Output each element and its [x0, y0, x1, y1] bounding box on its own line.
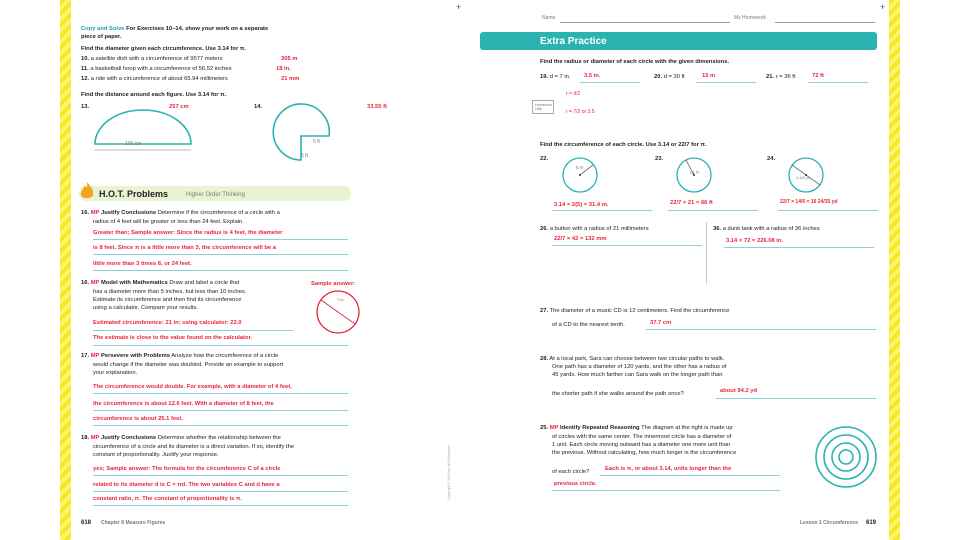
answer-26: 22/7 × 42 = 132 mm [554, 236, 607, 242]
answer-36: 3.14 × 72 = 226.08 in. [726, 238, 784, 244]
footer-page-right: 619 [866, 520, 877, 526]
exercise-25-l4: the previous. Without calculating, how much longer is the circumference [552, 450, 737, 456]
circle-22-label: 5 m [576, 165, 584, 170]
exercise-17: 17. MP Persevere with Problems Analyze how the circumference of a circle [81, 353, 279, 359]
name-label: Name [542, 15, 556, 21]
spine-left: Copyright © McGraw-Hill Education [447, 444, 451, 500]
answer-16b-2: The estimate is close to the value found on the calculator. [93, 335, 253, 341]
answer-16-3: little more than 3 times 8, or 24 feet. [93, 261, 192, 267]
answer-25-2: previous circle. [554, 481, 597, 487]
mp-badge-icon: MP [90, 280, 100, 286]
answer-16b-1: Estimated circumference: 21 in; using calculator: 22.0 [93, 320, 242, 326]
exercise-25-l3: 1 unit. Each circle moving outward has a diameter one more unit than [552, 442, 731, 448]
exercise-25: 25. MP Identify Repeated Reasoning The diagram at the right is made up [540, 425, 733, 431]
exercise-27: 27. The diameter of a music CD is 12 centimeters. Find the circumference [540, 308, 730, 314]
concentric-circles-figure [813, 424, 879, 490]
exercise-16b: 16. MP Model with Mathematics Draw and label a circle that [81, 280, 240, 286]
footer-chapter: Chapter 8 Measure Figures [101, 520, 166, 526]
exercise-16b-l3: Estimate its circumference and then find its circumference [93, 297, 242, 303]
answer-18-3: constant ratio, π. The constant of proportionality is π. [93, 496, 242, 502]
answer-16-2: is 8 feet. Since π is a little more than 3, the circumference will be a [93, 245, 276, 251]
hot-title: H.O.T. Problems [99, 189, 169, 199]
exercise-21: 21. r = 36 ft [766, 74, 796, 80]
bookmark-plus-icon[interactable]: + [456, 2, 462, 12]
find-circ-heading: Find the circumference of each circle. Use 3.14 or 22/7 for π. [540, 142, 707, 148]
exercise-14-num: 14. [254, 104, 263, 110]
exercise-12: 12. a ride with a circumference of about 65.94 millimeters [81, 76, 228, 82]
quarter-label-2: 5 ft [301, 153, 308, 159]
circle-22-figure [558, 156, 602, 194]
answer-10: 305 m [281, 56, 298, 62]
exercise-17-l3: your explanation. [93, 370, 138, 376]
answer-18-2: related to its diameter d is C = πd. The two variables C and d have a [93, 482, 280, 488]
exercise-18-l2: circumference of a circle and its diameter is a direct variation. If so, identify the [93, 444, 295, 450]
exercise-25-l5: of each circle? [552, 469, 590, 475]
mp-badge-icon: MP [549, 425, 559, 431]
answer-19: 3.5 in. [584, 73, 601, 79]
exercise-16-l2: radius of 4 feet will be greater or less than 24 feet. Explain. [93, 219, 244, 225]
hot-subtitle: Higher Order Thinking [186, 192, 245, 198]
footer-lesson: Lesson 1 Circumference [800, 520, 859, 526]
work-step-2: r = 7/2 or 3.5 [566, 109, 595, 115]
exercise-25-l2: of circles with the same center. The innermost circle has a diameter of [552, 434, 732, 440]
answer-13: 257 cm [169, 104, 189, 110]
copy-solve: Copy and Solve For Exercises 10–14, show your work on a separate [81, 26, 269, 32]
exercise-24-num: 24. [767, 156, 776, 162]
flame-icon [79, 181, 95, 201]
exercise-17-l2: would change if the diameter was doubled. Provide an example to support [93, 362, 284, 368]
right-stripe [889, 0, 900, 540]
semicircle-label: 100 cm [125, 141, 142, 147]
exercise-13-num: 13. [81, 104, 90, 110]
homework-help-tag[interactable]: Homework Help [532, 100, 554, 114]
exercise-19: 19. d = 7 in. [540, 74, 571, 80]
mp-badge-icon: MP [90, 353, 100, 359]
answer-18-1: yes; Sample answer: The formula for the circumference C of a circle [93, 466, 281, 472]
answer-22: 3.14 × 2(5) = 31.4 m. [554, 202, 609, 208]
answer-12: 21 mm [281, 76, 300, 82]
circle-23-label: 21 ft [690, 170, 699, 175]
exercise-10: 10. a satellite dish with a circumference of 9577 meters [81, 56, 223, 62]
answer-11: 18 in. [276, 66, 291, 72]
right-page [470, 0, 888, 540]
answer-23: 22/7 × 21 = 66 ft [670, 200, 713, 206]
circle-24-label: 4 4/5 yd [796, 175, 811, 180]
left-page [71, 0, 462, 540]
exercise-18: 18. MP Justify Conclusions Determine whether the relationship between the [81, 435, 281, 441]
answer-17-3: circumference is about 25.1 feet. [93, 416, 183, 422]
answer-21: 72 ft [812, 73, 824, 79]
homework-label: My Homework [734, 15, 766, 21]
answer-28: about 94.2 yd [720, 388, 758, 394]
answer-25-1: Each is π, or about 3.14, units longer than the [605, 466, 732, 472]
exercise-22-num: 22. [540, 156, 549, 162]
divider [706, 222, 707, 284]
footer-page-left: 618 [81, 520, 92, 526]
exercise-16b-l2: has a diameter more than 5 inches, but less than 10 inches. [93, 289, 247, 295]
answer-24: 22/7 × 14/5 = 16 24/35 yd [780, 199, 838, 205]
find-distance-heading: Find the distance around each figure. Use 3.14 for π. [81, 92, 227, 98]
sample-answer-label: Sample answer: [311, 281, 356, 287]
exercise-20: 20. d = 30 ft [654, 74, 685, 80]
answer-16-1: Greater than; Sample answer: Since the radius is 4 feet, the diameter [93, 230, 283, 236]
extra-practice-title: Extra Practice [540, 36, 607, 47]
answer-17-1: The circumference would double. For example, with a diameter of 4 feet, [93, 384, 292, 390]
left-stripe [60, 0, 71, 540]
answer-14: 33.55 ft [367, 104, 387, 110]
exercise-28-l4: the shorter path if she walks around the path once? [552, 391, 684, 397]
exercise-28: 28. At a local park, Sara can choose between two circular paths to walk. [540, 356, 725, 362]
exercise-16b-l4: using a calculator. Compare your results. [93, 305, 199, 311]
exercise-11: 11. a basketball hoop with a circumference of 56.52 inches [81, 66, 232, 72]
sample-circle-figure [314, 288, 362, 336]
work-step-1: r = d/2 [566, 91, 581, 97]
exercise-28-l2: One path has a diameter of 120 yards, and the other has a radius of [552, 364, 727, 370]
mp-badge-icon: MP [90, 435, 100, 441]
exercise-16: 16. MP Justify Conclusions Determine if the circumference of a circle with a [81, 210, 280, 216]
exercise-27-l2: of a CD to the nearest tenth. [552, 322, 625, 328]
exercise-18-l3: constant of proportionality. Justify your response. [93, 452, 219, 458]
find-radius-heading: Find the radius or diameter of each circle with the given dimensions. [540, 59, 730, 65]
answer-17-2: the circumference is about 12.6 feet. With a diameter of 8 feet, the [93, 401, 274, 407]
quarter-label-1: 5 ft [313, 139, 320, 145]
find-diameter-heading: Find the diameter given each circumference. Use 3.14 for π. [81, 46, 246, 52]
exercise-26: 26. a button with a radius of 21 millimeters [540, 226, 649, 232]
sample-circle-label: 7 in. [337, 297, 345, 302]
answer-20: 15 m [702, 73, 716, 79]
exercise-23-num: 23. [655, 156, 664, 162]
exercise-36: 36. a dunk tank with a radius of 36 inches [713, 226, 820, 232]
answer-27: 37.7 cm [650, 320, 672, 326]
copy-solve-2: piece of paper. [81, 34, 122, 40]
exercise-28-l3: 45 yards. How much farther can Sara walk on the longer path than [552, 372, 723, 378]
bookmark-plus-icon[interactable]: + [880, 2, 886, 12]
semicircle-figure [93, 108, 193, 158]
mp-badge-icon: MP [90, 210, 100, 216]
